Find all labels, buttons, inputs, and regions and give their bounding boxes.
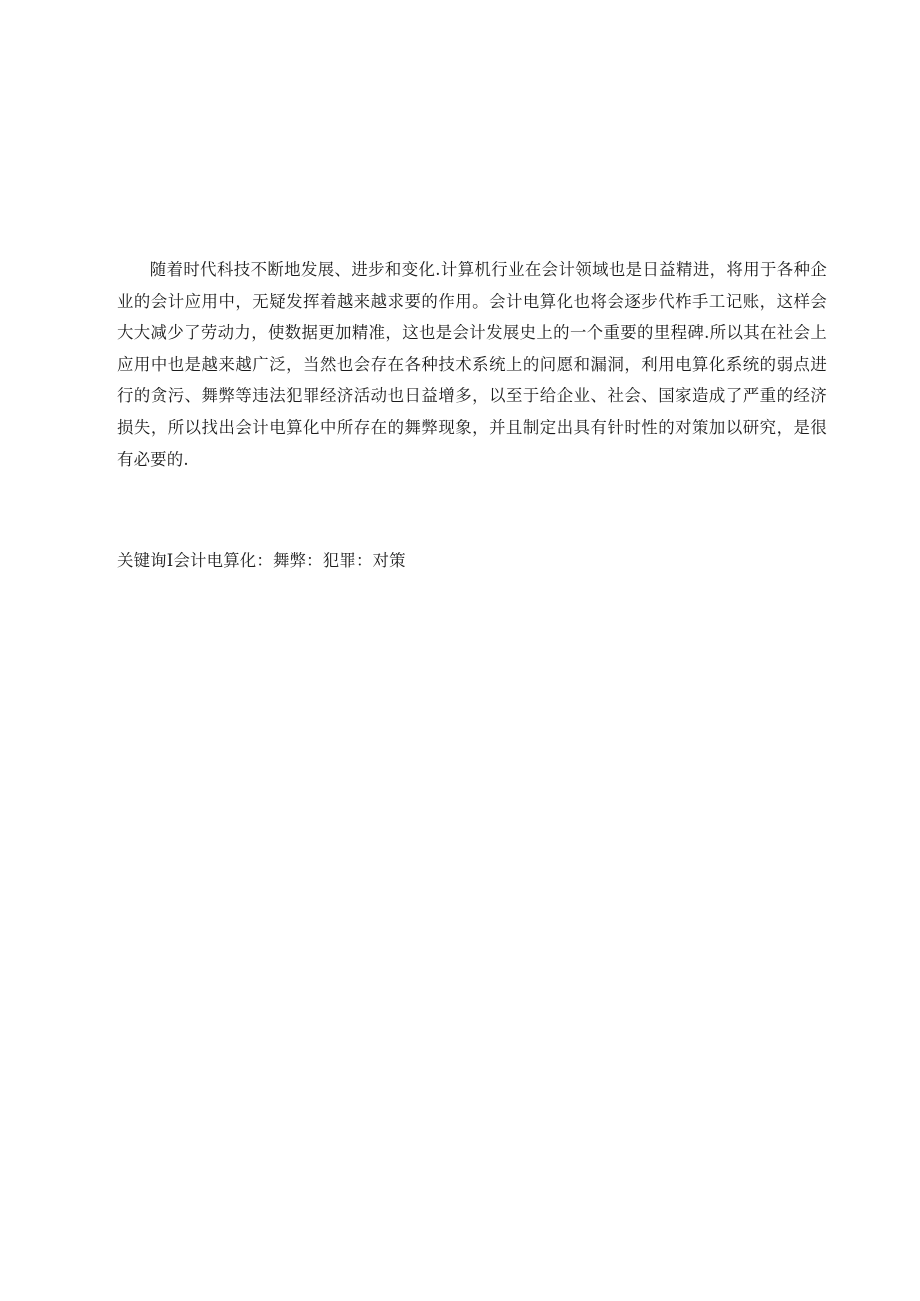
abstract-section: [117, 254, 827, 475]
keywords-line: 关键询I会计电算化：舞弊：犯罪：对策: [117, 551, 406, 570]
abstract-paragraph: 随着时代科技不断地发展、进步和变化.计算机行业在会计领域也是日益精进，将用于各种企业的会计应用中，无疑发挥着越来越求要的作用。会计电算化也将会逐步代柞手工记账，这样会大大减少了劳动力，使数据更加精准，这也是会计发展史上的一个重要的里程碑.所以其在社会上应用中也是越来越广泛，当然也会存在各种技术系统上的问愿和漏洞，利用电算化系统的弱点进行的贪污、舞弊等违法犯罪经济活动也日益增多，以至于给企业、社会、国家造成了严重的经济损失，所以找出会计电算化中所存在的舞弊现象，并且制定出具有针时性的对策加以研究，是很有必要的.: [117, 260, 827, 469]
